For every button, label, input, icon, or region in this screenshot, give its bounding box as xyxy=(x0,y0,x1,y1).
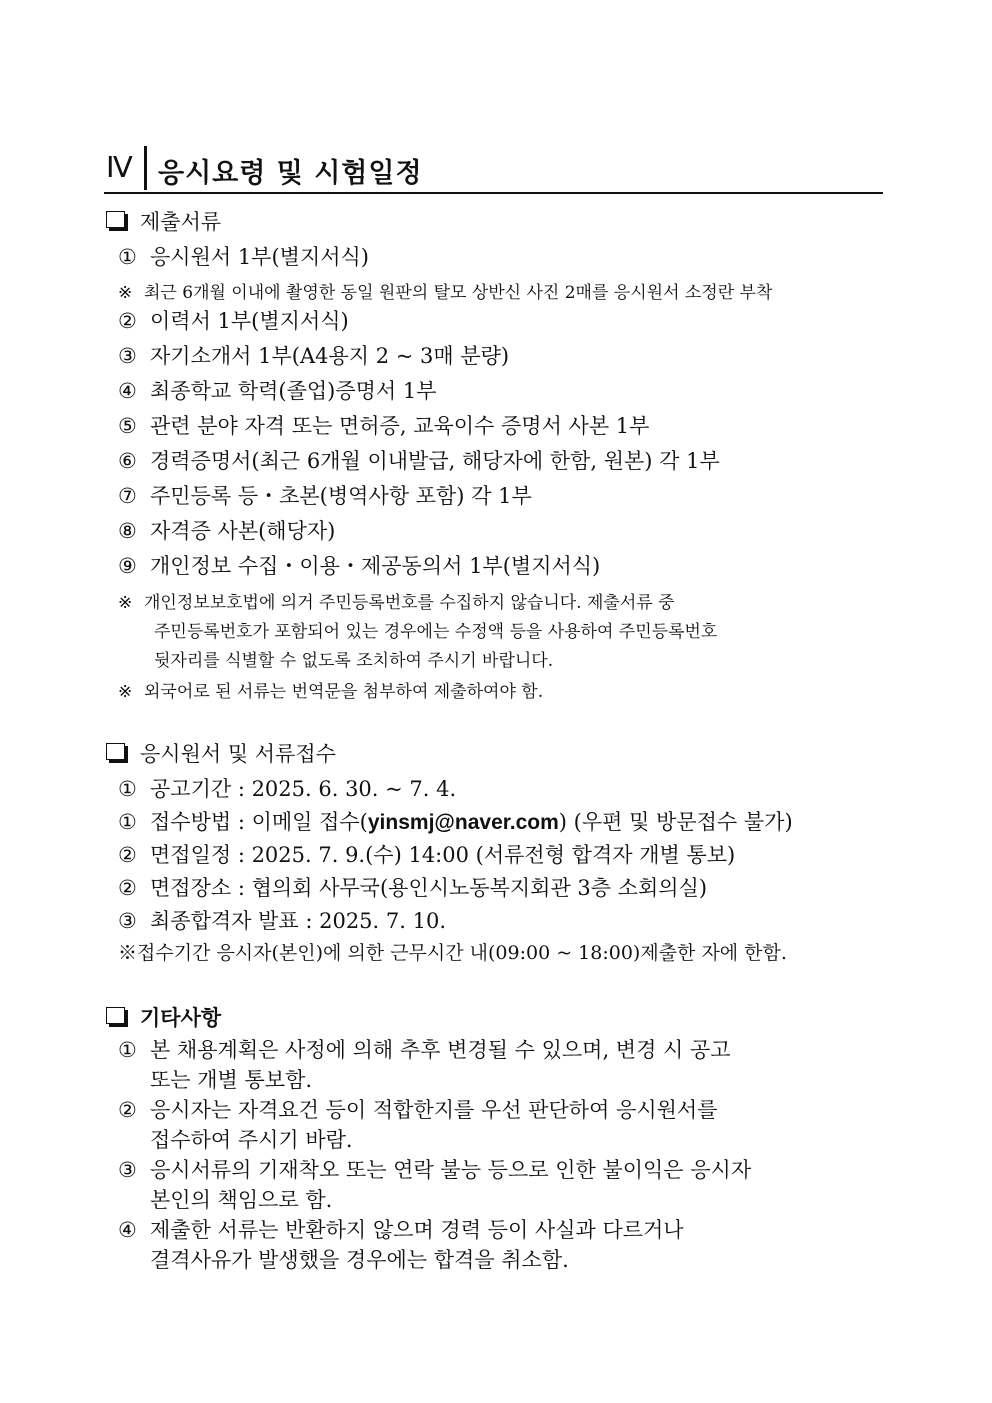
chapter-title: 응시요령 및 시험일정 xyxy=(158,158,423,189)
item-text: 응시자는 자격요건 등이 적합한지를 우선 판단하여 응시원서를 xyxy=(150,1098,718,1122)
list-item xyxy=(118,1094,718,1124)
item-text: 본인의 책임으로 함. xyxy=(150,1188,333,1212)
list-item xyxy=(118,1214,684,1244)
item-text: 최종학교 학력(졸업)증명서 1부 xyxy=(150,379,437,403)
item-text: 면접일정 : 2025. 7. 9.(수) 14:00 (서류전형 합격자 개별 통보) xyxy=(150,843,736,867)
list-item xyxy=(118,515,335,545)
item-number: ⑤ xyxy=(118,414,137,438)
list-item xyxy=(118,905,446,935)
list-item xyxy=(118,806,793,836)
list-item xyxy=(118,1154,751,1184)
item-text: ) (우편 및 방문접수 불가) xyxy=(558,810,793,834)
header-divider xyxy=(144,146,147,190)
list-item xyxy=(118,773,456,803)
item-text: 접수방법 : 이메일 접수( xyxy=(150,810,368,834)
list-item xyxy=(118,375,437,405)
list-item xyxy=(118,1034,731,1064)
list-item xyxy=(118,872,707,902)
item-number: ⑧ xyxy=(118,519,137,543)
item-number: ② xyxy=(118,876,137,900)
item-number: ⑨ xyxy=(118,554,137,578)
note-text: 최근 6개월 이내에 촬영한 동일 원판의 탈모 상반신 사진 2매를 응시원서 소정란 부착 xyxy=(144,283,773,303)
note-mark-icon: ※ xyxy=(118,682,133,702)
item-number: ③ xyxy=(118,344,137,368)
item-text: 제출한 서류는 반환하지 않으며 경력 등이 사실과 다르거나 xyxy=(150,1218,684,1242)
item-number: ④ xyxy=(118,379,137,403)
item-number: ④ xyxy=(118,1218,137,1242)
note-mark-icon: ※ xyxy=(118,283,133,303)
item-number: ③ xyxy=(118,909,137,933)
checkbox-square-icon xyxy=(106,211,125,228)
list-item xyxy=(118,305,349,335)
item-text: 결격사유가 발생했을 경우에는 합격을 취소함. xyxy=(150,1248,569,1272)
item-text: 접수하여 주시기 바람. xyxy=(150,1128,353,1152)
item-text: 개인정보 수집・이용・제공동의서 1부(별지서식) xyxy=(150,554,601,578)
item-number: ① xyxy=(118,777,137,801)
item-number: ② xyxy=(118,1098,137,1122)
item-text: 공고기간 : 2025. 6. 30. ~ 7. 4. xyxy=(150,777,457,801)
chapter-header xyxy=(104,146,883,194)
item-number: ① xyxy=(118,245,137,269)
item-text: 이력서 1부(별지서식) xyxy=(150,309,349,333)
item-text: 응시서류의 기재착오 또는 연락 불능 등으로 인한 불이익은 응시자 xyxy=(150,1158,752,1182)
section-title: 응시원서 및 서류접수 xyxy=(140,742,336,766)
note-text: ※접수기간 응시자(본인)에 의한 근무시간 내(09:00 ~ 18:00)제출한 자에 한함. xyxy=(118,942,787,964)
note-item xyxy=(118,588,675,613)
item-text: 주민등록 등・초본(병역사항 포함) 각 1부 xyxy=(150,484,532,508)
item-text: 최종합격자 발표 : 2025. 7. 10. xyxy=(150,909,447,933)
item-text: 면접장소 : 협의회 사무국(용인시노동복지회관 3층 소회의실) xyxy=(150,876,708,900)
item-text: 또는 개별 통보함. xyxy=(150,1068,313,1092)
note-item xyxy=(118,677,543,702)
item-number: ⑦ xyxy=(118,484,137,508)
note-mark-icon: ※ xyxy=(118,593,133,613)
item-text: 응시원서 1부(별지서식) xyxy=(150,245,369,269)
note-text: 주민등록번호가 포함되어 있는 경우에는 수정액 등을 사용하여 주민등록번호 xyxy=(154,622,718,642)
note-item xyxy=(118,938,787,965)
section-title: 기타사항 xyxy=(140,1006,222,1030)
note-text: 뒷자리를 식별할 수 없도록 조치하여 주시기 바랍니다. xyxy=(154,651,554,671)
checkbox-square-icon xyxy=(106,1007,125,1024)
item-number: ③ xyxy=(118,1158,137,1182)
item-number: ① xyxy=(118,1038,137,1062)
list-item xyxy=(118,480,532,510)
item-number: ② xyxy=(118,309,137,333)
email-link[interactable]: yinsmj@naver.com xyxy=(367,811,559,834)
item-number: ① xyxy=(118,810,137,834)
list-item xyxy=(118,241,369,271)
chapter-number: Ⅳ xyxy=(106,152,132,184)
checkbox-square-icon xyxy=(106,743,125,760)
note-text: 외국어로 된 서류는 번역문을 첨부하여 제출하여야 함. xyxy=(144,682,544,702)
item-text: 자격증 사본(해당자) xyxy=(150,519,336,543)
item-text: 경력증명서(최근 6개월 이내발급, 해당자에 한함, 원본) 각 1부 xyxy=(150,449,720,473)
item-text: 관련 분야 자격 또는 면허증, 교육이수 증명서 사본 1부 xyxy=(150,414,650,438)
note-item xyxy=(118,278,772,303)
note-text: 개인정보보호법에 의거 주민등록번호를 수집하지 않습니다. 제출서류 중 xyxy=(144,593,675,613)
list-item xyxy=(118,340,509,370)
item-number: ② xyxy=(118,843,137,867)
section-title: 제출서류 xyxy=(140,210,222,234)
list-item xyxy=(118,839,735,869)
list-item xyxy=(118,410,649,440)
item-text: 본 채용계획은 사정에 의해 추후 변경될 수 있으며, 변경 시 공고 xyxy=(150,1038,731,1062)
item-text: 자기소개서 1부(A4용지 2 ~ 3매 분량) xyxy=(150,344,510,368)
item-number: ⑥ xyxy=(118,449,137,473)
list-item xyxy=(118,550,600,580)
list-item xyxy=(118,445,720,475)
